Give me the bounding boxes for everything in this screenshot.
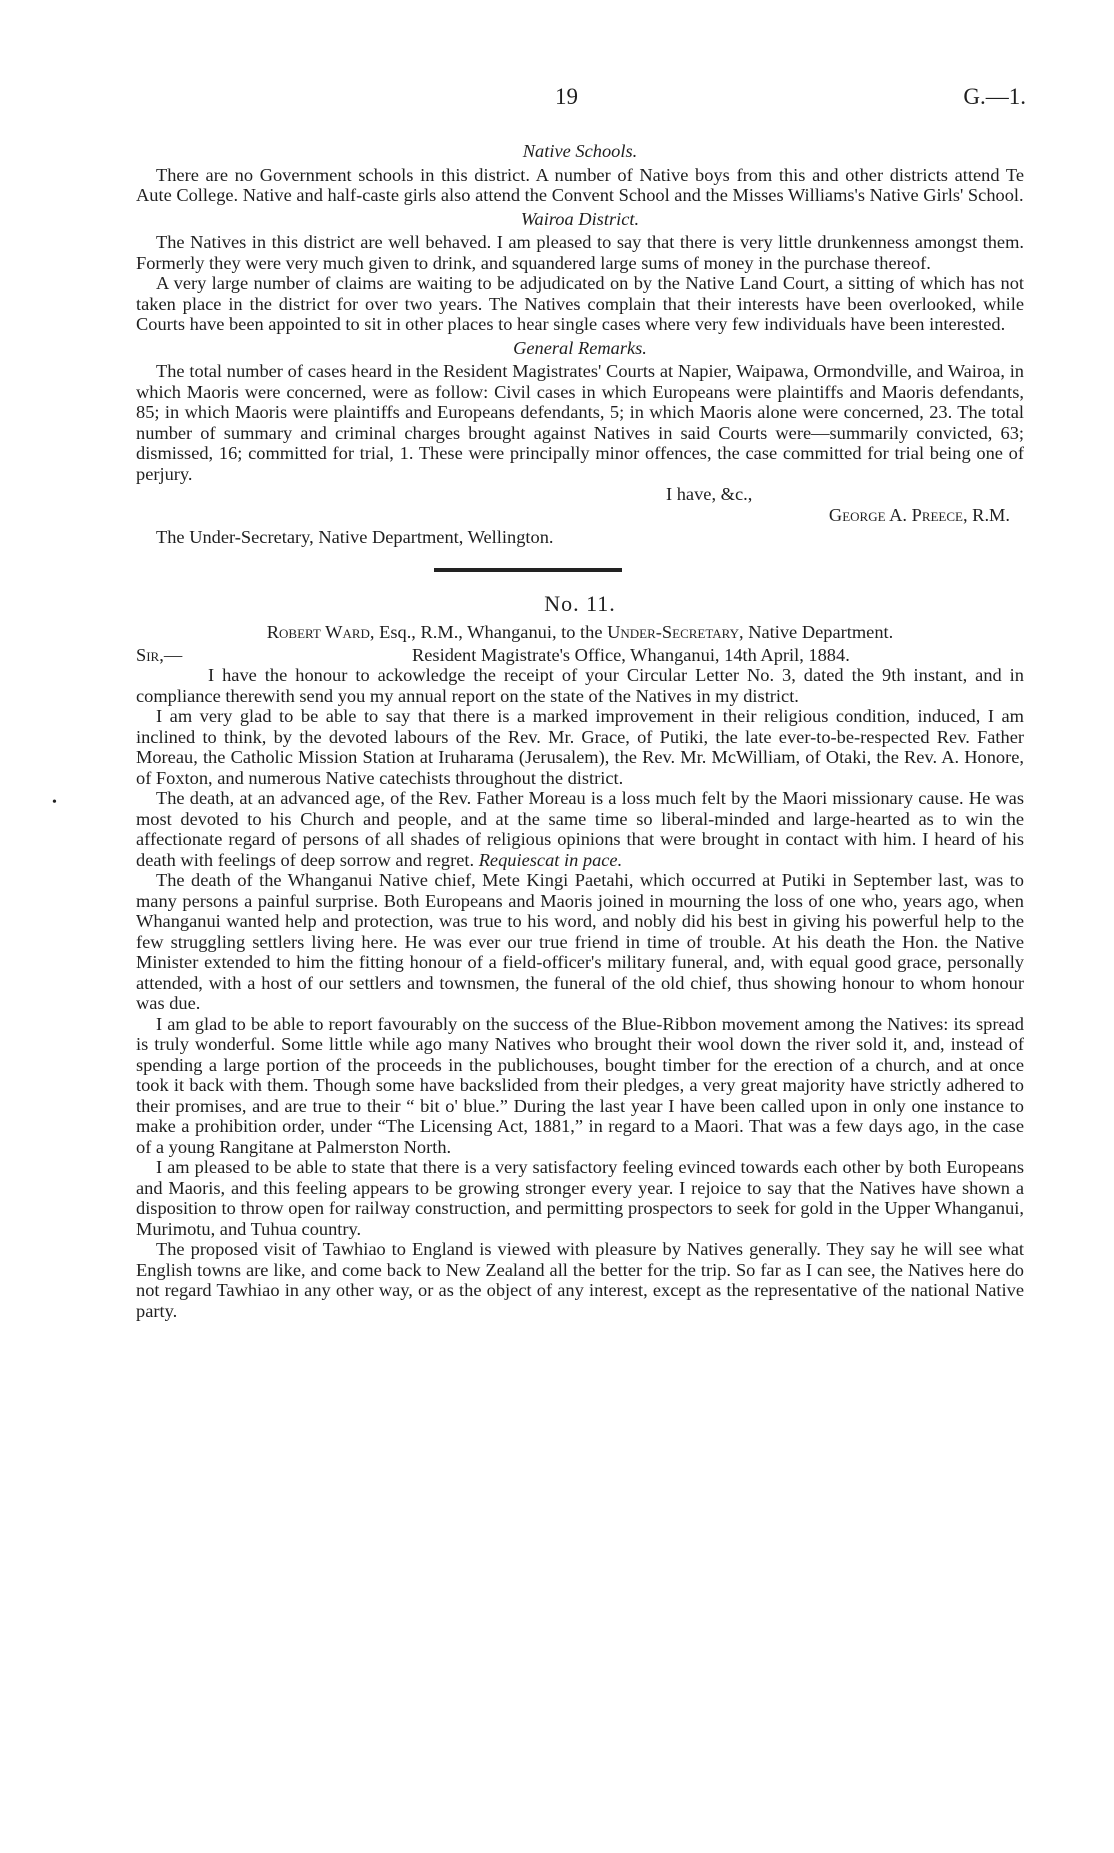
text-column <box>136 138 1024 1321</box>
letter-recipient-detail: , Native Department. <box>739 622 894 642</box>
closing-phrase: I have, &c., <box>666 484 753 504</box>
salutation-row <box>136 645 1024 666</box>
paragraph: There are no Government schools in this district. A number of Native boys from this and other districts attend Te Aute College. Native and half-caste girls also attend the Convent School and the Misses Williams's Native Girls' School. <box>136 164 1024 205</box>
page-header <box>0 84 1114 114</box>
section-divider <box>434 568 622 572</box>
latin-phrase: Requiescat in pace. <box>478 849 623 870</box>
document-reference: G.—1. <box>963 84 1026 109</box>
letter-sender-detail: , Esq., R.M., Whanganui, to the <box>369 622 608 642</box>
letter-sender: Robert Ward <box>266 622 370 642</box>
paragraph: The Natives in this district are well behaved. I am pleased to say that there is very little drunkenness amongst them. Formerly they were very much given to drink, and squandered large sums of money in the purchase thereof. <box>136 232 1024 273</box>
letter-recipient: Under-Secretary <box>607 622 739 642</box>
signature-name: George A. Preece, R.M. <box>828 504 1010 525</box>
page-number: 19 <box>555 84 578 109</box>
salutation: Sir,— <box>136 644 183 665</box>
paragraph: The total number of cases heard in the Resident Magistrates' Courts at Napier, Waipawa, Ormondville, and Wairoa, in which Maoris were concerned, were as follow: Civil cases in which Europeans were plaintiffs and Maoris defendants, 85; in which Maoris were plaintiffs and Europeans defendants, 5; in which Maoris alone were concerned, 23. The total number of summary and criminal charges brought against Natives in said Courts were—summarily convicted, 63; dismissed, 16; committed for trial, 1. These were principally minor offences, the case committed for trial being one of perjury. <box>136 361 1024 484</box>
paragraph: The proposed visit of Tawhiao to England is viewed with pleasure by Natives generally. They say he will see what English towns are like, and come back to New Zealand all the better for the trip. So far as I can see, the Natives here do not regard Tawhiao in any other way, or as the object of any interest, except as the representative of the national Native party. <box>136 1239 1024 1321</box>
paragraph <box>136 788 1024 870</box>
office-dateline: Resident Magistrate's Office, Whanganui, 14th April, 1884. <box>412 644 850 665</box>
letter-number: No. 11. <box>544 590 616 616</box>
paragraph-text: The death, at an advanced age, of the Rev. Father Moreau is a loss much felt by the Maori missionary cause. He was most devoted to his Church and people, and at the same time so liberal-minded and large-hearted as to win the affectionate regard of persons of all shades of religious opinions that were brought in contact with him. I heard of his death with feelings of deep sorrow and regret. <box>136 788 1024 870</box>
paragraph: The death of the Whanganui Native chief, Mete Kingi Paetahi, which occurred at Putiki in September last, was to many persons a painful surprise. Both Europeans and Maoris joined in mourning the loss of one who, years ago, when Whanganui wanted help and protection, was true to his word, and nobly did his best in giving his powerful help to the few struggling settlers living here. He was ever our true friend in time of trouble. At his death the Hon. the Native Minister extended to him the fitting honour of a field-officer's military funeral, and, with equal good grace, personally attended, with a host of our settlers and townsmen, the funeral of the old chief, thus showing honour to whom honour was due. <box>136 870 1024 1013</box>
paragraph: I am glad to be able to report favourably on the success of the Blue-Ribbon movement among the Natives: its spread is truly wonderful. Some little while ago many Natives who brought their wool down the river sold it, and, instead of spending a large portion of the proceeds in the publichouses, bought timber for the erection of a church, and at once took it back with them. Though some have backslided from their pledges, a very great majority have strictly adhered to their promises, and are true to their “ bit o' blue.” During the last year I have been called upon in only one instance to make a prohibition order, under “The Licensing Act, 1881,” in regard to a Maori. That was a few days ago, in the case of a young Rangitane at Palmerston North. <box>136 1013 1024 1157</box>
margin-bullet: • <box>52 795 57 810</box>
paragraph: I am pleased to be able to state that there is a very satisfactory feeling evinced towards each other by both Europeans and Maoris, and this feeling appears to be growing stronger every year. I rejoice to say that the Natives have shown a disposition to throw open for railway construction, and permitting prospectors to seek for gold in the Upper Whanganui, Murimotu, and Tuhua country. <box>136 1157 1024 1239</box>
paragraph: I have the honour to ackowledge the receipt of your Circular Letter No. 3, dated the 9th instant, and in compliance therewith send you my annual report on the state of the Natives in my district. <box>136 665 1024 706</box>
letter-heading <box>136 622 1024 643</box>
section-heading-native-schools: Native Schools. <box>522 141 638 161</box>
closing-row <box>136 484 1024 505</box>
paragraph: I am very glad to be able to say that there is a marked improvement in their religious condition, induced, I am inclined to think, by the devoted labours of the Rev. Mr. Grace, of Putiki, the late ever-to-be-respected Rev. Father Moreau, the Catholic Mission Station at Iruharama (Jerusalem), the Rev. Mr. McWilliam, of Otaki, the Rev. A. Honore, of Foxton, and numerous Native catechists throughout the district. <box>136 706 1024 788</box>
addressee: The Under-Secretary, Native Department, Wellington. <box>156 527 554 547</box>
section-heading-wairoa: Wairoa District. <box>520 208 640 229</box>
paragraph: A very large number of claims are waiting to be adjudicated on by the Native Land Court, a sitting of which has not taken place in the district for over two years. The Natives complain that their interests have been overlooked, while Courts have been appointed to sit in other places to hear single cases where very few individuals have been interested. <box>136 273 1024 334</box>
section-heading-general-remarks: General Remarks. <box>513 337 647 358</box>
